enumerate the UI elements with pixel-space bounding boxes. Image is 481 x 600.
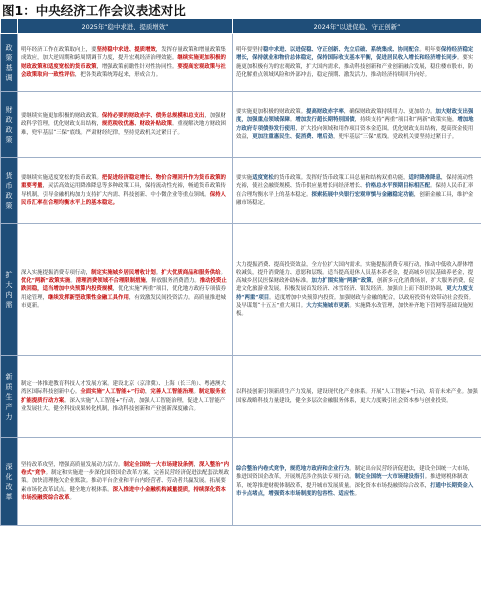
row-category-label: 深化改革 (5, 462, 13, 501)
highlight-text: 扩大优质商品和服务供给 (161, 270, 221, 277)
cell-2024-text (233, 438, 481, 526)
highlight-text: 深入整治“内卷式”竞争 (21, 462, 229, 477)
comparison-table (0, 18, 481, 526)
body-text: 。实施降水改管理，加快补齐地下管网等基础设施短板。 (236, 302, 474, 317)
body-text: ，把各类政策统筹起来，形成合力。 (74, 71, 162, 78)
body-text: 明年要坚持 (236, 47, 263, 54)
body-text: 。 (193, 389, 199, 396)
row-category-label: 新质生产力 (5, 372, 13, 421)
highlight-text: 要提高宏观政策与社会政策取向一致性评估 (21, 63, 226, 78)
body-text: 。保持人民币汇率在合理均衡水平上的基本稳定。 (236, 183, 474, 198)
cell-2024-text (233, 34, 481, 92)
body-text: ，增强政策前瞻性针对性协同性。 (96, 63, 178, 70)
highlight-text: 继续发挥新型政策性金融工具作用 (47, 294, 129, 301)
row-category (1, 438, 18, 526)
body-text: 。制定出台民营经济促进法，建设全国统一大市场，推进国资国企改革，开展规范涉企执法专项行动。 (236, 466, 474, 481)
body-text: 制定一体推进教育科技人才发展方案。建设北京（京津冀）、上海（长三角）、粤港澳大湾区国际科技创新中心。 (21, 381, 226, 396)
body-text: 坚持改革攻坚，增强高质量发展动力活力。 (21, 462, 124, 469)
body-text: 。 (354, 490, 361, 497)
table-row (1, 158, 481, 224)
row-category (1, 356, 18, 438)
body-text: ，发挥存量政策和增量政策集成效应，加大逆周期和跨周期调节力度，提升宏观经济治理效能。 (21, 47, 226, 62)
cell-2024-text (233, 158, 481, 224)
highlight-text: 更大力度支持“两重”项目 (236, 286, 474, 301)
row-category-label: 扩大内需 (5, 270, 13, 309)
header-2024: 2024年“以进促稳、守正创新” (233, 19, 481, 34)
highlight-text: 深入推进中小金融机构减量提质，持续深化资本市场投融资综合改革 (21, 486, 226, 501)
body-text: 。要实施更加积极有为的宏观政策，扩大国内需求，推动科技创新和产业创新融合发展，稳住楼市股市，防范化解重点领域风险和外部冲击，稳定预期、激发活力，推动经济持续回升向好。 (236, 55, 474, 78)
body-text: 以科技创新引领新质生产力发展，建设现代化产业体系。开展“人工智能+”行动，培育未来产业。加强国家战略科技力量建设，健全多层次金融服务体系，更大力度吸引社会资本参与创业投资。 (236, 389, 478, 404)
body-text: 。 (155, 270, 162, 277)
highlight-text: 保持经济稳定增长，保持就业和物价总体稳定，保持国际收支基本平衡，促进居民收入增长和经济增长同步 (236, 47, 474, 62)
body-text: ，优化实施“两重”项目，优化地方政府专项债券用途管理， (21, 286, 226, 301)
body-text: 。 (69, 494, 75, 501)
highlight-text: 制定全国统一大市场建设条例 (123, 462, 194, 469)
highlight-text: 适时降准降息 (408, 175, 441, 182)
highlight-text: 完善人工智能治理 (150, 389, 194, 396)
cell-2025-text (18, 34, 233, 92)
highlight-text: 规范税收优惠、财政补贴政策 (101, 121, 172, 128)
body-text: ，灵活高效运用降准降息等多种政策工具，保持流动性充裕，畅通货币政策传导机制，引导金融机构加力支持扩大内需、科技创新、中小微企业等重点领域。 (21, 183, 226, 198)
body-text: 要继续实施适度宽松的货币政策。 (21, 175, 102, 182)
highlight-text: 继续实施更加积极的财政政策和适度宽松的货币政策 (21, 55, 226, 70)
body-text: 。制定和实施进一步深化国资国企改革方案，完善民营经济促进法配套法规政策。加快清理拖欠企业账款。推动平台企业和平台内经营者、劳动者共赢发展。拓展要素市场化改革试点。健全地方税体系。 (21, 470, 229, 493)
highlight-text: 增加地方政府专项债券发行使用 (236, 117, 474, 132)
cell-2024-text (233, 356, 481, 438)
highlight-text: 清理消费领域不合理限制措施 (75, 278, 146, 285)
highlight-text: 加力扩围实施“两新”政策 (311, 278, 372, 285)
row-category-label: 财政政策 (5, 105, 13, 144)
highlight-text: 制定实施城乡居民增收计划 (91, 270, 156, 277)
body-text: ，扩大投向领域和用作项目资本金范围。优化财政支出结构，提高资金使用效益， (236, 125, 474, 140)
highlight-text: 全面实施“人工智能+”行动 (80, 389, 145, 396)
row-category (1, 158, 18, 224)
body-text: ，创新金融工具，维护金融市场稳定。 (236, 191, 474, 206)
body-text: 要继续实施更加积极的财政政策。 (21, 113, 102, 120)
highlight-text: 优化“两新”政策实施 (21, 278, 71, 285)
highlight-text: 探索拓展中央银行宏观审慎与金融稳定功能 (311, 191, 414, 198)
header-blank (1, 19, 18, 34)
body-text: ，持续支持“两重”项目和“两新”政策实施。 (354, 117, 458, 124)
header-2025: 2025年“稳中求进、提质增效” (18, 19, 233, 34)
body-text: ， (193, 462, 199, 469)
highlight-text: 制定服务业扩能提质行动方案 (21, 389, 226, 404)
body-text: 大力提振消费、提高投资效益，全方位扩大国内需求。实施提振消费专项行动，推动中低收入群体增收减负，提升消费能力、意愿和层级。适当提高退休人员基本养老金，提高城乡居民基础养老金，提高城乡居民医保财政补助标准。 (236, 262, 474, 285)
highlight-text: 保持必要的财政赤字、债务总规模和总支出 (101, 113, 205, 120)
body-text: ，释放服务消费潜力。 (145, 278, 200, 285)
body-text: ，确保财政政策持续用力、更加给力。 (343, 109, 436, 116)
cell-2025-text (18, 158, 233, 224)
body-text: 要实施 (236, 175, 253, 182)
body-text: 。 (220, 270, 226, 277)
highlight-text: 保持人民币汇率在合理均衡水平上的基本稳定。 (21, 191, 226, 206)
body-text: 。适度增加中央预算内投资。加强财政与金融的配合，以政府投资有效带动社会投资。及早谋划“十五五”重大项目。 (236, 294, 475, 309)
table-row (1, 224, 481, 356)
highlight-text: 加大财政支出强度，加强重点领域保障 (236, 109, 474, 124)
body-text: ，创新多元化消费场景，扩大服务消费，促进文化旅游业发展。积极发展首发经济、冰雪经济、银发经济。加强自上而下组织协调， (236, 278, 475, 293)
body-text: 要实施更加积极的财政政策。 (236, 109, 307, 116)
body-text: 深入实施提振消费专项行动， (21, 270, 92, 277)
body-text: 。推进财税体制改革，统筹推进财税体制改革，提升城市发展质量。深化资本市场投融资综合改革， (236, 474, 468, 489)
cell-2024-text (233, 224, 481, 356)
cell-2025-text (18, 438, 233, 526)
highlight-text: 制定全国统一大市场建设指引 (354, 474, 425, 481)
header-row (1, 19, 481, 34)
highlight-text: 更加注重惠民生、促消费、增后劲 (252, 133, 334, 140)
table-row (1, 34, 481, 92)
cell-2025-text (18, 224, 233, 356)
body-text: ，兜牢基层“三保”底线。党政机关要坚持过紧日子。 (333, 133, 458, 140)
body-text: 。重视解决地方财政困难，兜牢基层“三保”底线。严肃财经纪律，坚持党政机关过紧日子。 (21, 121, 226, 136)
row-category-label: 货币政策 (5, 171, 13, 210)
body-text: 明年经济工作在政策取向上，要 (21, 47, 97, 54)
body-text: ，加强财政科学管理，优化财政支出结构， (21, 113, 226, 128)
body-text: 的货币政策。发挥好货币政策工具总量和结构双重功能， (273, 175, 409, 182)
body-text: 。深入实施“人工智能+”行动，加强人工智能治理，促进人工智能产业发展壮大。健全科技成果转化机制，推动科技创新和产业创新深度融合。 (21, 397, 226, 412)
cell-2024-text (233, 92, 481, 158)
body-text: ， (144, 389, 151, 396)
highlight-text: 综合整治内卷式竞争，规范地方政府和企业行为 (236, 466, 350, 473)
body-text: ，保持流动性充裕，使社会融资规模、货币供应量增长同经济增长、 (236, 175, 474, 190)
cell-2025-text (18, 92, 233, 158)
highlight-text: 推动投资止跌回稳，适当增加中央预算内投资规模 (21, 278, 227, 293)
highlight-text: 坚持稳中求进、提质增效 (96, 47, 156, 54)
highlight-text: 把促进经济稳定增长、物价合理回升作为货币政策的重要考量 (21, 175, 226, 190)
highlight-text: 大力实施城市更新 (306, 302, 350, 309)
row-category (1, 92, 18, 158)
row-category (1, 34, 18, 92)
body-text: 。明年要 (419, 47, 441, 54)
row-category-label: 政策基调 (5, 43, 13, 82)
page-title: 图1：中央经济工作会议表述对比 (2, 3, 186, 18)
highlight-text: 适度宽松 (252, 175, 274, 182)
table-row (1, 356, 481, 438)
table-row (1, 438, 481, 526)
highlight-text: 打通中长期资金入市卡点堵点，增强资本市场制度的包容性、适应性 (236, 482, 474, 497)
highlight-text: 提高财政赤字率 (306, 109, 344, 116)
table-row (1, 92, 481, 158)
body-text: 。 (289, 117, 296, 124)
highlight-text: 价格总水平预期目标相匹配 (365, 183, 431, 190)
highlight-text: 增加发行超长期特别国债 (295, 117, 355, 124)
body-text: ，有效激发民间投资活力。高质量推进城市更新。 (21, 294, 226, 309)
row-category (1, 224, 18, 356)
highlight-text: 稳中求进、以进促稳、守正创新、先立后破、系统集成、协同配合 (262, 47, 420, 54)
cell-2025-text (18, 356, 233, 438)
body-text: 。 (70, 278, 76, 285)
